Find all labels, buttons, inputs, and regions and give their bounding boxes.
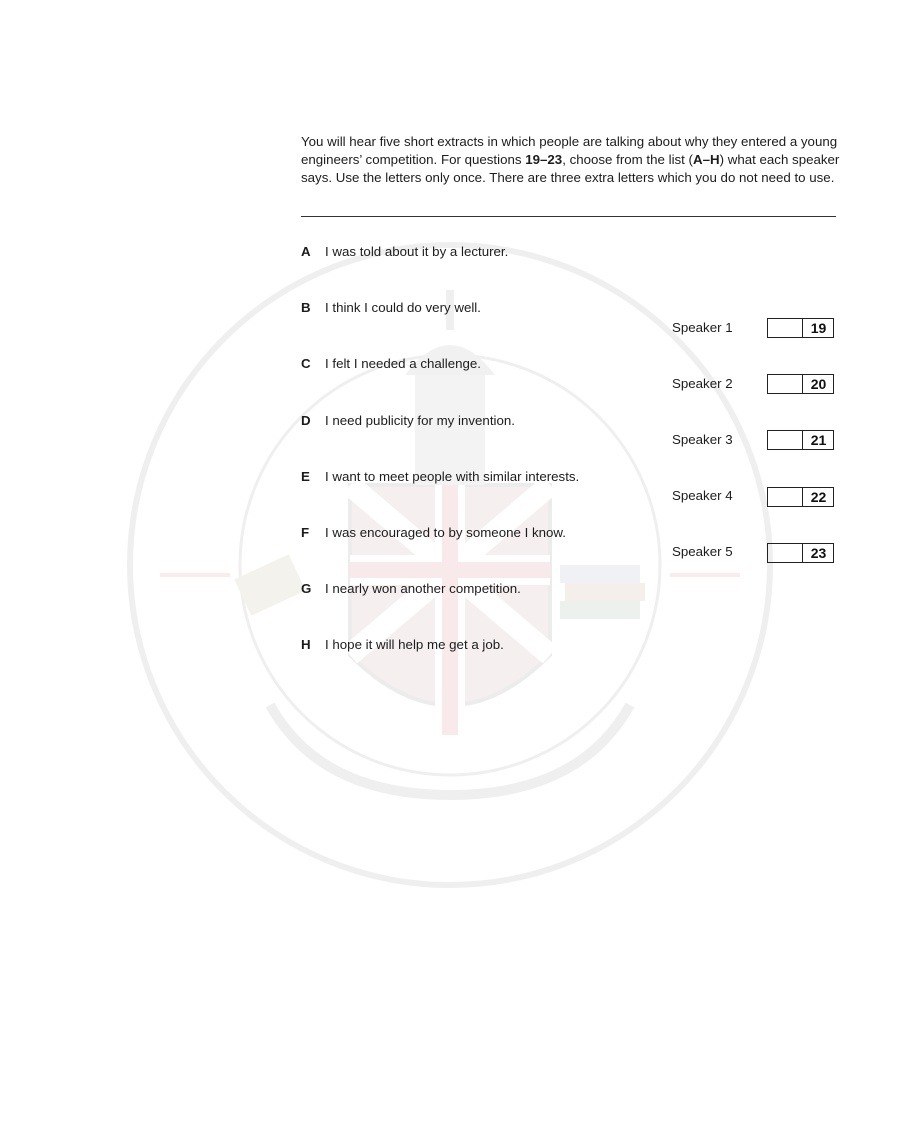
speaker-2-label: Speaker 2 <box>672 376 733 391</box>
box-divider <box>802 431 803 449</box>
option-f <box>301 525 566 540</box>
option-e <box>301 469 579 484</box>
option-text: I felt I needed a challenge. <box>325 356 481 371</box>
option-letter: G <box>301 581 312 596</box>
option-letter: H <box>301 637 311 652</box>
option-text: I need publicity for my invention. <box>325 413 515 428</box>
option-letter: C <box>301 356 311 371</box>
option-letter: F <box>301 525 310 540</box>
letter-range: A–H <box>693 152 720 167</box>
option-text: I want to meet people with similar interests. <box>325 469 580 484</box>
instructions-part1: You will hear five short extracts in which people are talking about why they entered a young engineers’ competition. For questions <box>301 134 838 167</box>
option-c <box>301 356 481 371</box>
option-d <box>301 413 515 428</box>
box-divider <box>802 375 803 393</box>
speaker-5-label: Speaker 5 <box>672 544 733 559</box>
box-divider <box>802 488 803 506</box>
option-letter: E <box>301 469 310 484</box>
question-number: 23 <box>810 545 827 561</box>
option-text: I nearly won another competition. <box>325 581 521 596</box>
option-text: I was told about it by a lecturer. <box>325 244 509 259</box>
task-instructions <box>301 133 841 187</box>
answer-box-20[interactable] <box>767 374 834 394</box>
answer-box-21[interactable] <box>767 430 834 450</box>
speaker-3-label: Speaker 3 <box>672 432 733 447</box>
question-number: 21 <box>810 432 827 448</box>
answer-box-23[interactable] <box>767 543 834 563</box>
option-text: I hope it will help me get a job. <box>325 637 504 652</box>
option-letter: B <box>301 300 311 315</box>
answer-box-19[interactable] <box>767 318 834 338</box>
instructions-part2: , choose from the list ( <box>562 152 693 167</box>
option-letter: D <box>301 413 311 428</box>
question-range: 19–23 <box>525 152 563 167</box>
box-divider <box>802 544 803 562</box>
option-text: I think I could do very well. <box>325 300 481 315</box>
speaker-4-label: Speaker 4 <box>672 488 733 503</box>
question-number: 19 <box>810 320 827 336</box>
question-number: 22 <box>810 489 827 505</box>
option-letter: A <box>301 244 311 259</box>
box-divider <box>802 319 803 337</box>
option-text: I was encouraged to by someone I know. <box>325 525 566 540</box>
option-h <box>301 637 504 652</box>
speaker-1-label: Speaker 1 <box>672 320 733 335</box>
divider-line <box>301 216 836 217</box>
option-a <box>301 244 508 259</box>
option-g <box>301 581 521 596</box>
instructions-part3: ) what each speaker says. Use the letters only once. There are three extra letters which you do not need to use. <box>301 152 840 185</box>
question-number: 20 <box>810 376 827 392</box>
answer-box-22[interactable] <box>767 487 834 507</box>
option-b <box>301 300 481 315</box>
